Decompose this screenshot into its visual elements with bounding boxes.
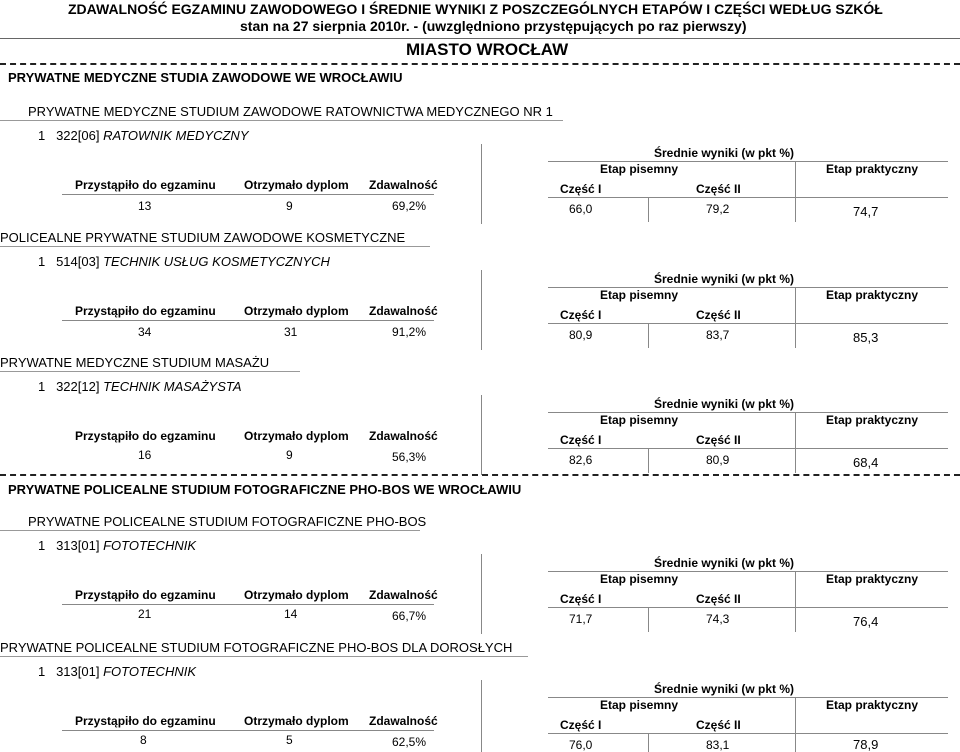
- col-etap-praktyczny: Etap praktyczny: [826, 288, 919, 302]
- unit-name: PRYWATNE MEDYCZNE STUDIUM ZAWODOWE RATOWNICTWA MEDYCZNEGO NR 1: [28, 104, 553, 119]
- value-czesc2: 79,2: [706, 202, 730, 216]
- value-czesc1: 71,7: [569, 612, 593, 626]
- unit-rule: [0, 656, 528, 657]
- table-rule: [62, 320, 434, 321]
- profession-name: TECHNIK USŁUG KOSMETYCZNYCH: [103, 254, 330, 269]
- table-divider: [481, 270, 482, 350]
- profession-row: [38, 128, 249, 143]
- value-czesc1: 76,0: [569, 738, 593, 752]
- col-srednie: Średnie wyniki (w pkt %): [654, 146, 795, 160]
- col-etap-pisemny: Etap pisemny: [600, 162, 679, 176]
- table-divider: [795, 162, 796, 222]
- col-otrzymalo: Otrzymało dyplom: [244, 304, 349, 318]
- profession-row: [38, 538, 196, 553]
- col-przystapilo: Przystąpiło do egzaminu: [75, 178, 216, 192]
- table-divider: [481, 680, 482, 752]
- col-czesc2: Część II: [696, 182, 741, 196]
- value-czesc1: 82,6: [569, 453, 593, 467]
- table-divider: [481, 554, 482, 634]
- unit-rule: [0, 371, 300, 372]
- value-zdawalnosc: 69,2%: [392, 199, 427, 213]
- col-srednie: Średnie wyniki (w pkt %): [654, 556, 795, 570]
- col-czesc2: Część II: [696, 718, 741, 732]
- value-praktyczny: 68,4: [853, 455, 879, 470]
- value-przystapilo: 13: [138, 199, 152, 213]
- city-title: MIASTO WROCŁAW: [406, 40, 569, 59]
- unit-name: PRYWATNE POLICEALNE STUDIUM FOTOGRAFICZNE PHO-BOS DLA DOROSŁYCH: [0, 640, 513, 655]
- table-divider: [648, 198, 649, 222]
- table-divider: [795, 288, 796, 348]
- profession-name: FOTOTECHNIK: [103, 664, 197, 679]
- col-zdawalnosc: Zdawalność: [369, 178, 438, 192]
- unit-rule: [0, 246, 430, 247]
- profession-code: 514[03]: [56, 254, 100, 269]
- col-srednie: Średnie wyniki (w pkt %): [654, 397, 795, 411]
- col-etap-praktyczny: Etap praktyczny: [826, 572, 919, 586]
- col-przystapilo: Przystąpiło do egzaminu: [75, 304, 216, 318]
- col-czesc2: Część II: [696, 433, 741, 447]
- col-otrzymalo: Otrzymało dyplom: [244, 429, 349, 443]
- value-zdawalnosc: 66,7%: [392, 609, 427, 623]
- unit-rule: [0, 120, 563, 121]
- profession-code: 313[01]: [56, 538, 100, 553]
- table-divider: [795, 413, 796, 473]
- unit-rule: [0, 530, 420, 531]
- report-title: ZDAWALNOŚĆ EGZAMINU ZAWODOWEGO I ŚREDNIE WYNIKI Z POSZCZEGÓLNYCH ETAPÓW I CZĘŚCI WEDŁUG SZKÓŁ: [68, 1, 883, 17]
- school-name: PRYWATNE MEDYCZNE STUDIA ZAWODOWE WE WROCŁAWIU: [8, 70, 403, 85]
- col-czesc1: Część I: [560, 718, 602, 732]
- report-subtitle: stan na 27 sierpnia 2010r. - (uwzględniono przystępujących po raz pierwszy): [240, 18, 747, 34]
- table-divider: [481, 395, 482, 475]
- table-rule: [548, 197, 948, 198]
- value-czesc2: 83,7: [706, 328, 730, 342]
- value-przystapilo: 8: [140, 733, 147, 747]
- value-czesc2: 80,9: [706, 453, 730, 467]
- value-przystapilo: 16: [138, 448, 152, 462]
- table-divider: [481, 144, 482, 224]
- header-rule: [0, 38, 960, 39]
- col-etap-pisemny: Etap pisemny: [600, 413, 679, 427]
- profession-name: TECHNIK MASAŻYSTA: [103, 379, 242, 394]
- col-przystapilo: Przystąpiło do egzaminu: [75, 714, 216, 728]
- table-rule: [548, 607, 948, 608]
- dashed-separator: [0, 474, 960, 476]
- value-zdawalnosc: 91,2%: [392, 325, 427, 339]
- profession-name: FOTOTECHNIK: [103, 538, 197, 553]
- col-zdawalnosc: Zdawalność: [369, 588, 438, 602]
- unit-name: PRYWATNE POLICEALNE STUDIUM FOTOGRAFICZNE PHO-BOS: [28, 514, 427, 529]
- table-divider: [795, 698, 796, 752]
- profession-name: RATOWNIK MEDYCZNY: [103, 128, 249, 143]
- value-przystapilo: 34: [138, 325, 152, 339]
- value-przystapilo: 21: [138, 607, 152, 621]
- col-czesc2: Część II: [696, 308, 741, 322]
- table-divider: [648, 449, 649, 473]
- value-czesc2: 74,3: [706, 612, 730, 626]
- value-otrzymalo: 9: [286, 448, 293, 462]
- profession-number: 1: [38, 379, 46, 394]
- col-czesc1: Część I: [560, 592, 602, 606]
- col-przystapilo: Przystąpiło do egzaminu: [75, 429, 216, 443]
- profession-code: 322[12]: [56, 379, 100, 394]
- school-name: PRYWATNE POLICEALNE STUDIUM FOTOGRAFICZNE PHO-BOS WE WROCŁAWIU: [8, 482, 522, 497]
- col-srednie: Średnie wyniki (w pkt %): [654, 272, 795, 286]
- col-etap-pisemny: Etap pisemny: [600, 288, 679, 302]
- profession-row: [38, 254, 330, 269]
- col-etap-pisemny: Etap pisemny: [600, 698, 679, 712]
- value-otrzymalo: 31: [284, 325, 298, 339]
- value-zdawalnosc: 62,5%: [392, 735, 427, 749]
- col-etap-praktyczny: Etap praktyczny: [826, 162, 919, 176]
- col-etap-praktyczny: Etap praktyczny: [826, 698, 919, 712]
- col-zdawalnosc: Zdawalność: [369, 304, 438, 318]
- col-etap-praktyczny: Etap praktyczny: [826, 413, 919, 427]
- value-praktyczny: 85,3: [853, 330, 879, 345]
- unit-name: POLICEALNE PRYWATNE STUDIUM ZAWODOWE KOSMETYCZNE: [0, 230, 406, 245]
- col-czesc1: Część I: [560, 182, 602, 196]
- table-rule: [62, 730, 434, 731]
- profession-number: 1: [38, 254, 46, 269]
- table-rule: [548, 733, 948, 734]
- table-rule: [62, 604, 434, 605]
- col-otrzymalo: Otrzymało dyplom: [244, 178, 349, 192]
- profession-number: 1: [38, 538, 46, 553]
- profession-number: 1: [38, 128, 46, 143]
- table-divider: [795, 572, 796, 632]
- col-otrzymalo: Otrzymało dyplom: [244, 714, 349, 728]
- unit-name: PRYWATNE MEDYCZNE STUDIUM MASAŻU: [0, 355, 270, 370]
- value-praktyczny: 74,7: [853, 204, 879, 219]
- col-otrzymalo: Otrzymało dyplom: [244, 588, 349, 602]
- table-rule: [548, 323, 948, 324]
- col-zdawalnosc: Zdawalność: [369, 429, 438, 443]
- profession-row: [38, 664, 196, 679]
- value-otrzymalo: 5: [286, 733, 293, 747]
- value-otrzymalo: 9: [286, 199, 293, 213]
- col-etap-pisemny: Etap pisemny: [600, 572, 679, 586]
- value-praktyczny: 78,9: [853, 737, 879, 752]
- profession-row: [38, 379, 242, 394]
- table-divider: [648, 324, 649, 348]
- profession-code: 313[01]: [56, 664, 100, 679]
- value-zdawalnosc: 56,3%: [392, 450, 427, 464]
- table-rule: [548, 448, 948, 449]
- table-rule: [62, 194, 434, 195]
- col-czesc1: Część I: [560, 433, 602, 447]
- value-czesc2: 83,1: [706, 738, 730, 752]
- col-czesc1: Część I: [560, 308, 602, 322]
- profession-number: 1: [38, 664, 46, 679]
- col-srednie: Średnie wyniki (w pkt %): [654, 682, 795, 696]
- value-czesc1: 80,9: [569, 328, 593, 342]
- col-czesc2: Część II: [696, 592, 741, 606]
- value-czesc1: 66,0: [569, 202, 593, 216]
- value-otrzymalo: 14: [284, 607, 298, 621]
- dashed-separator: [0, 63, 960, 65]
- table-divider: [648, 608, 649, 632]
- table-divider: [648, 734, 649, 752]
- profession-code: 322[06]: [56, 128, 100, 143]
- value-praktyczny: 76,4: [853, 614, 879, 629]
- col-zdawalnosc: Zdawalność: [369, 714, 438, 728]
- col-przystapilo: Przystąpiło do egzaminu: [75, 588, 216, 602]
